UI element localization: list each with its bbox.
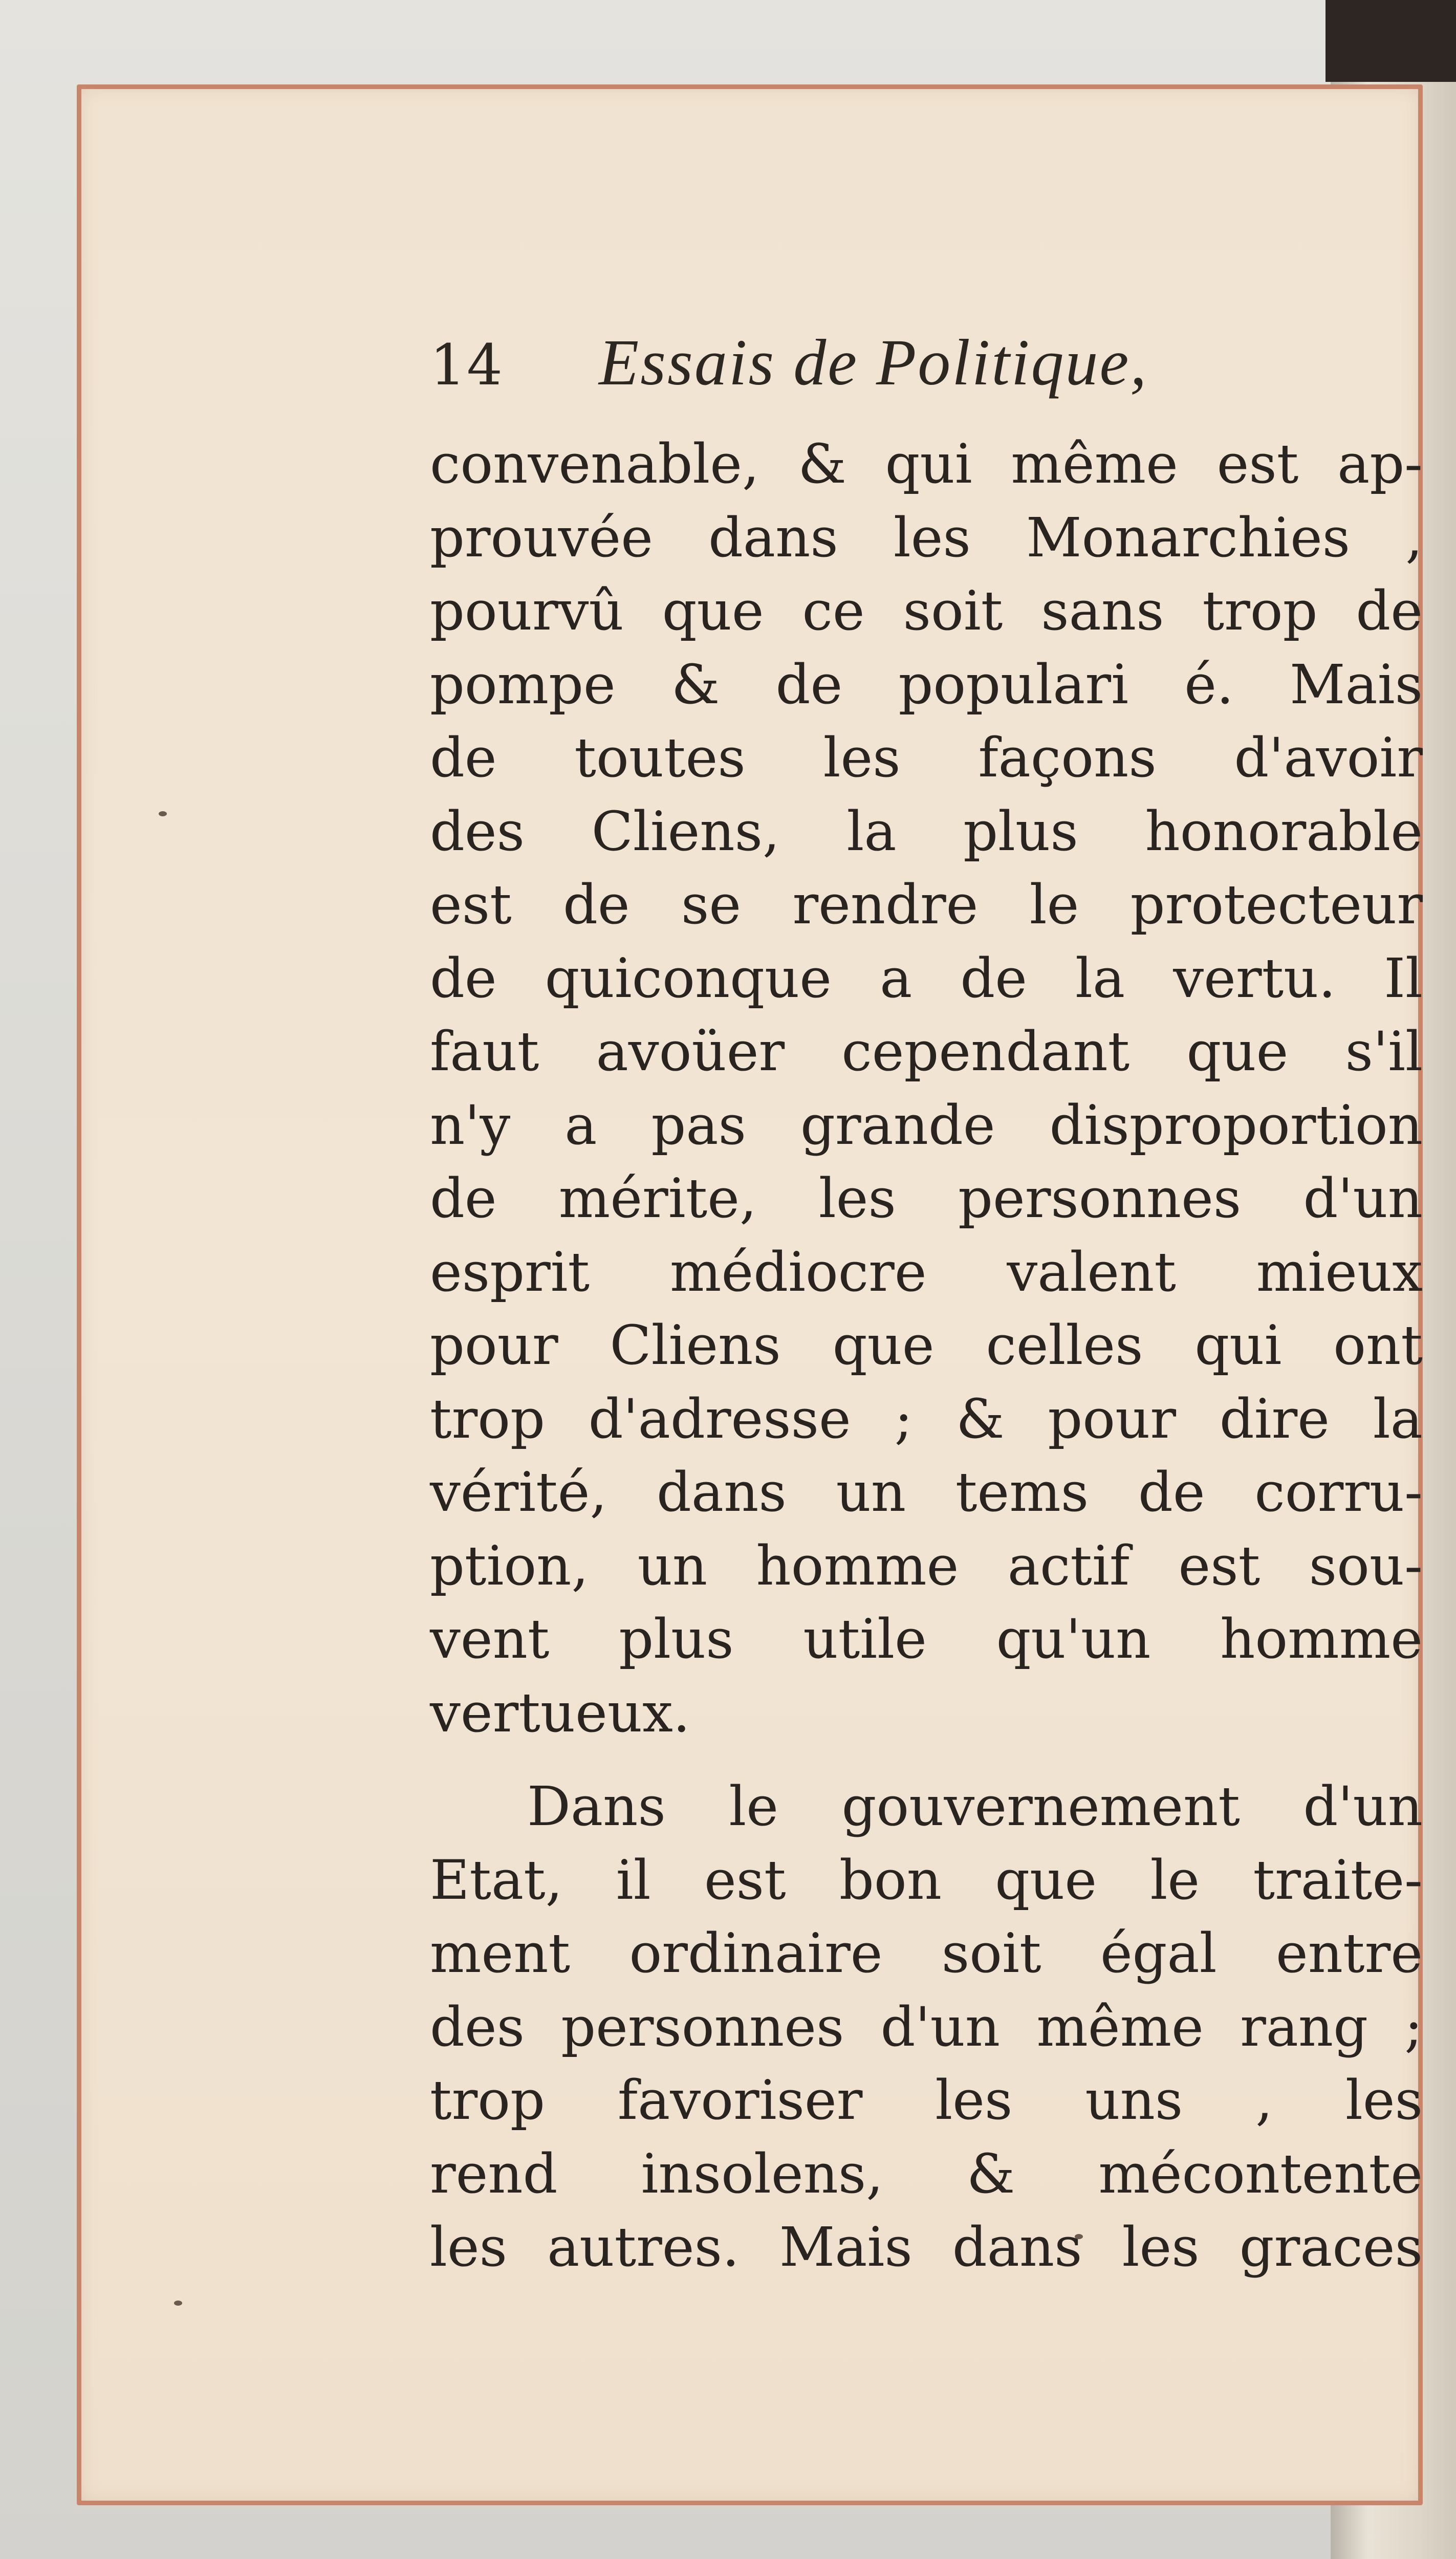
- paper-speck: [174, 2301, 182, 2306]
- text-line: de quiconque a de la vertu. Il: [430, 946, 1423, 1010]
- text-line: pourvû que ce soit sans trop de: [430, 579, 1423, 642]
- text-line: prouvée dans les Monarchies ,: [430, 506, 1423, 569]
- book-page: [77, 84, 1423, 2505]
- text-line: vent plus utile qu'un homme: [430, 1608, 1423, 1671]
- text-line: ment ordinaire soit égal entre: [430, 1922, 1423, 1985]
- text-line: trop favoriser les uns , les: [430, 2069, 1423, 2132]
- binding-shadow: [1325, 0, 1456, 82]
- text-line: trop d'adresse ; & pour dire la: [430, 1387, 1423, 1450]
- text-line: de mérite, les personnes d'un: [430, 1167, 1423, 1230]
- paragraph-2: [430, 1770, 1423, 2284]
- text-line: rend insolens, & mécontente: [430, 2142, 1423, 2205]
- paragraph-1: [430, 427, 1423, 1749]
- text-line: vérité, dans un tems de corru-: [430, 1461, 1423, 1524]
- text-line: des Cliens, la plus honorable: [430, 799, 1423, 863]
- text-line: pompe & de populari é. Mais: [430, 653, 1423, 716]
- text-line: vertueux.: [430, 1681, 690, 1744]
- running-title: Essais de Politique,: [599, 326, 1148, 399]
- text-line: esprit médiocre valent mieux: [430, 1240, 1423, 1304]
- text-line: Dans le gouvernement d'un: [527, 1775, 1423, 1838]
- text-line: les autres. Mais dans les graces: [430, 2216, 1423, 2279]
- page-number: 14: [430, 332, 504, 398]
- text-line: des personnes d'un même rang ;: [430, 1995, 1423, 2058]
- paper-speck: [159, 811, 167, 816]
- text-line: de toutes les façons d'avoir: [430, 726, 1423, 789]
- text-line: pour Cliens que celles qui ont: [430, 1314, 1423, 1377]
- text-line: convenable, & qui même est ap-: [430, 432, 1423, 495]
- text-line: faut avoüer cependant que s'il: [430, 1020, 1423, 1083]
- text-line: n'y a pas grande disproportion: [430, 1093, 1423, 1157]
- text-block: [430, 325, 1423, 2284]
- text-line: Etat, il est bon que le traite-: [430, 1848, 1423, 1912]
- page-header: [430, 325, 1423, 427]
- text-line: est de se rendre le protecteur: [430, 873, 1423, 936]
- paragraph-gap: [430, 1749, 1423, 1770]
- text-line: ption, un homme actif est sou-: [430, 1534, 1423, 1597]
